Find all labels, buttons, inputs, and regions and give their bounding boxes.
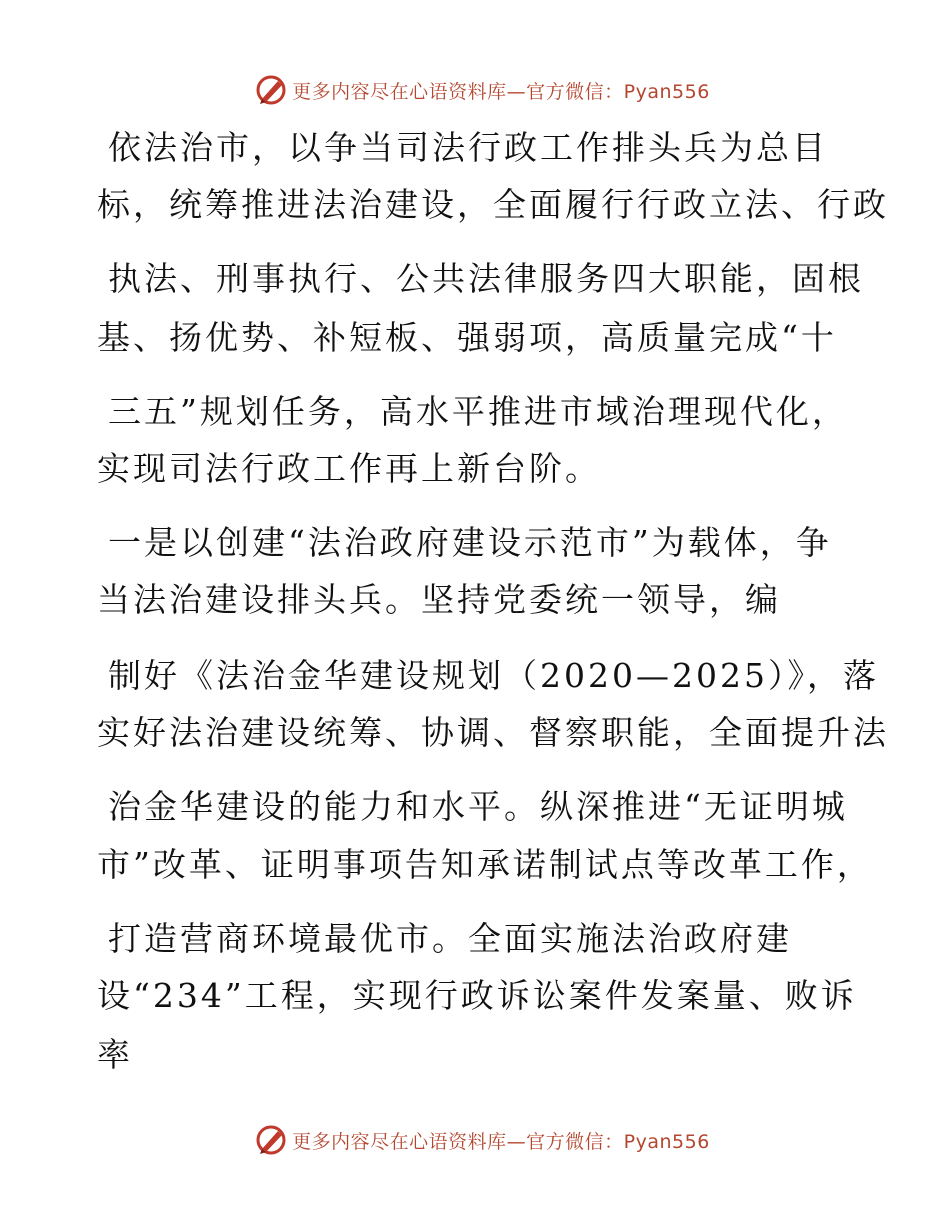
footer-banner [0, 1118, 950, 1162]
header-banner-text: 更多内容尽在心语资料库—官方微信：Pyan556 [292, 80, 710, 103]
document-line: 一是以创建“法治政府建设示范市”为载体，争 [108, 523, 832, 562]
document-line: 制好《法治金华建设规划（2020—2025）》，落 [108, 656, 879, 695]
document-line: 打造营商环境最优市。全面实施法治政府建 [108, 919, 792, 958]
document-line: 率 [97, 1035, 133, 1074]
document-line: 市”改革、证明事项告知承诺制试点等改革工作， [97, 845, 873, 884]
document-line: 治金华建设的能力和水平。纵深推进“无证明城 [108, 787, 848, 826]
document-line: 三五”规划任务，高水平推进市域治理现代化， [108, 392, 848, 431]
document-line: 实好法治建设统筹、协调、督察职能，全面提升法 [97, 713, 889, 752]
document-line: 设“234”工程，实现行政诉讼案件发案量、败诉 [97, 976, 857, 1015]
document-line: 当法治建设排头兵。坚持党委统一领导，编 [97, 580, 781, 619]
document-line: 标，统筹推进法治建设，全面履行行政立法、行政 [97, 185, 889, 224]
footer-banner-inner [254, 1123, 710, 1157]
document-line: 实现司法行政工作再上新台阶。 [97, 449, 601, 488]
red-pen-circle-logo-icon [254, 1123, 288, 1157]
document-line: 执法、刑事执行、公共法律服务四大职能，固根 [108, 259, 864, 298]
document-line: 基、扬优势、补短板、强弱项，高质量完成“十 [97, 318, 837, 357]
footer-banner-text: 更多内容尽在心语资料库—官方微信：Pyan556 [292, 1130, 710, 1153]
document-line: 依法治市，以争当司法行政工作排头兵为总目 [108, 128, 828, 167]
